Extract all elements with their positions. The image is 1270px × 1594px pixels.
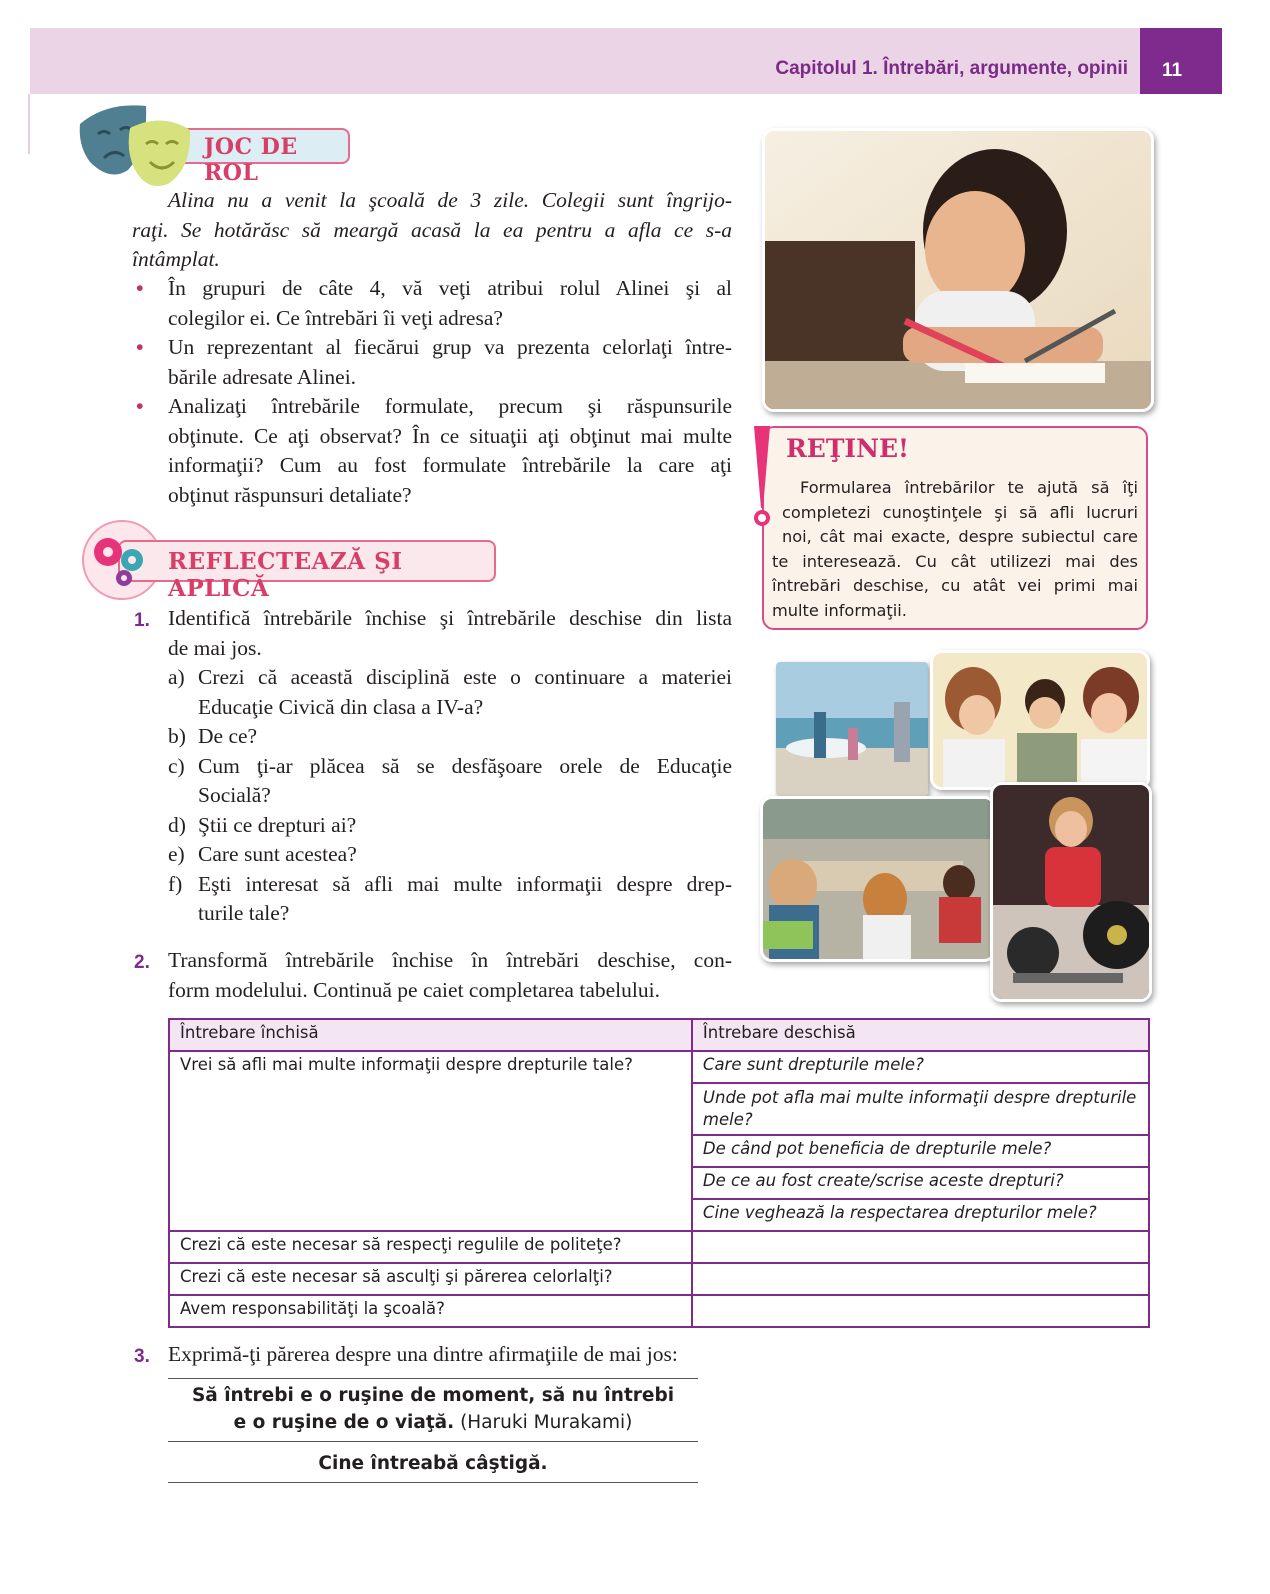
question-line: Educaţie Civică din clasa a IV-a? [198,694,484,719]
question-letter: f) [168,871,183,896]
exercise1-items [168,663,732,929]
quote-divider [168,1482,698,1483]
chapter-title: Capitolul 1. Întrebări, argumente, opinii [775,58,1128,79]
exercise-line: Identifică întrebările închise şi întrebările deschise din lista [168,606,732,630]
empty-answer-cell [692,1295,1149,1327]
questions-table [168,1018,1150,1328]
question-line: Crezi că această disciplină este o continuare a materiei [198,665,732,689]
bullet-line: Analizaţi întrebările formulate, precum şi răspunsurile [168,394,732,418]
retine-line: te interesează. Cu cât utilizezi mai des [772,551,1138,571]
bullet-line: colegilor ei. Ce întrebări îi veţi adresa? [168,305,503,330]
question-letter: a) [168,665,185,689]
gears-icon [88,530,154,590]
question-item [168,811,732,841]
retine-text [772,476,1138,623]
classroom-photo [760,796,996,962]
quote-divider [168,1441,698,1442]
bullet-line: obţinute. Ce aţi observat? În ce situaţii aţi obţinut mai multe [168,423,732,448]
exercise-number: 2. [134,952,150,973]
exercise3-text: Exprimă-ţi părerea despre una dintre afirmaţiile de mai jos: [168,1342,678,1366]
question-letter: c) [168,753,185,778]
wheelchair-athlete-photo [990,782,1152,1002]
bullet-dot: • [136,276,144,300]
quote-line: Să întrebi e o ruşine de moment, să nu întrebi [191,1385,675,1406]
intro-line: întâmplat. [132,247,220,271]
question-line: Eşti interesat să afli mai multe informaţii despre drep- [198,871,732,896]
table-row [169,1295,1149,1327]
table-header-row [169,1019,1149,1051]
retine-line: multe informaţii. [772,600,907,620]
exercise1-text [168,604,732,663]
retine-line: întrebări deschise, cu atât vei primi mai [772,576,1138,595]
open-question-cell: Unde pot afla mai multe informaţii despre drepturile mele? [692,1083,1149,1135]
bullet-line: obţinut răspunsuri detaliate? [168,482,412,507]
kids-coloring-photo [930,650,1150,790]
question-item [168,663,732,722]
question-letter: d) [168,812,186,837]
question-line: Care sunt acestea? [198,842,357,866]
bullet-item [136,392,732,510]
bullet-line: bările adresate Alinei. [168,364,357,389]
empty-answer-cell [692,1263,1149,1295]
theatre-masks-icon [76,98,196,190]
exercise2-text [168,946,732,1005]
role-play-badge: JOC DE ROL [160,128,350,164]
quote-cine-intreaba: Cine întreabă câştigă. [318,1453,548,1474]
quote-author: (Haruki Murakami) [454,1412,633,1433]
beach-family-photo [776,662,928,796]
reflect-badge: REFLECTEAZĂ ŞI APLICĂ [118,540,496,582]
bullet-line: Un reprezentant al fiecărui grup va prezenta celorlaţi între- [168,335,732,359]
exercise-number: 1. [134,610,150,631]
open-question-cell: Cine veghează la respectarea drepturilor mele? [692,1199,1149,1231]
table-row [169,1263,1149,1295]
exercise-line: de mai jos. [168,635,262,660]
header-open-question: Întrebare deschisă [692,1019,1149,1051]
retine-title: REŢINE! [786,434,910,463]
bullet-dot: • [136,394,144,418]
intro-line: raţi. Se hotărăsc să meargă acasă la ea pentru a afla ce s-a [132,217,732,242]
open-question-cell: De ce au fost create/scrise aceste drepturi? [692,1167,1149,1199]
header-closed-question: Întrebare închisă [169,1019,692,1051]
question-item [168,870,732,929]
question-line: De ce? [198,724,258,748]
quote-divider [168,1378,698,1379]
retine-line: completezi cunoştinţele şi să afli lucruri [782,502,1138,522]
open-question-cell: De când pot beneficia de drepturile mele? [692,1135,1149,1167]
retine-line: noi, cât mai exacte, despre subiectul care [782,527,1138,546]
empty-answer-cell [692,1231,1149,1263]
question-line: Cum ţi-ar plăcea să se desfăşoare orele de Educaţie [198,753,732,778]
question-line: turile tale? [198,901,290,925]
bullet-dot: • [136,335,144,359]
intro-line: Alina nu a venit la şcoală de 3 zile. Colegii sunt îngrijo- [168,188,732,212]
quote-murakami [168,1382,698,1436]
bullet-line: În grupuri de câte 4, vă veţi atribui rolul Alinei şi al [168,276,732,300]
exercise-line: form modelului. Continuă pe caiet completarea tabelului. [168,977,660,1002]
open-question-cell: Care sunt drepturile mele? [692,1051,1149,1083]
role-play-bullets [136,274,732,510]
table-row [169,1231,1149,1263]
closed-question-cell: Avem responsabilităţi la şcoală? [169,1295,692,1327]
closed-question-cell: Crezi că este necesar să respecţi regulile de politeţe? [169,1231,692,1263]
closed-question-cell: Vrei să afli mai multe informaţii despre drepturile tale? [169,1051,692,1231]
header-edge [28,94,30,154]
question-line: Socială? [198,783,271,807]
girl-writing-photo [762,128,1154,412]
bullet-item [136,274,732,333]
question-letter: b) [168,724,186,748]
bullet-line: informaţii? Cum au fost formulate întrebările la care aţi [168,453,732,477]
page-number: 11 [1140,28,1222,94]
role-play-intro [132,186,732,275]
question-letter: e) [168,842,185,866]
question-line: Ştii ce drepturi ai? [198,812,357,837]
retine-line: Formularea întrebărilor te ajută să îţi [800,478,1138,497]
quote-line: e o ruşine de o viaţă. [233,1412,455,1433]
question-item [168,722,732,752]
table-row [169,1051,1149,1083]
exclamation-icon [750,424,774,528]
exercise-number: 3. [134,1346,150,1367]
exercise-line: Transformă întrebările închise în întrebări deschise, con- [168,948,732,972]
question-item [168,752,732,811]
bullet-item [136,333,732,392]
closed-question-cell: Crezi că este necesar să asculţi şi părerea celorlalţi? [169,1263,692,1295]
question-item [168,840,732,870]
